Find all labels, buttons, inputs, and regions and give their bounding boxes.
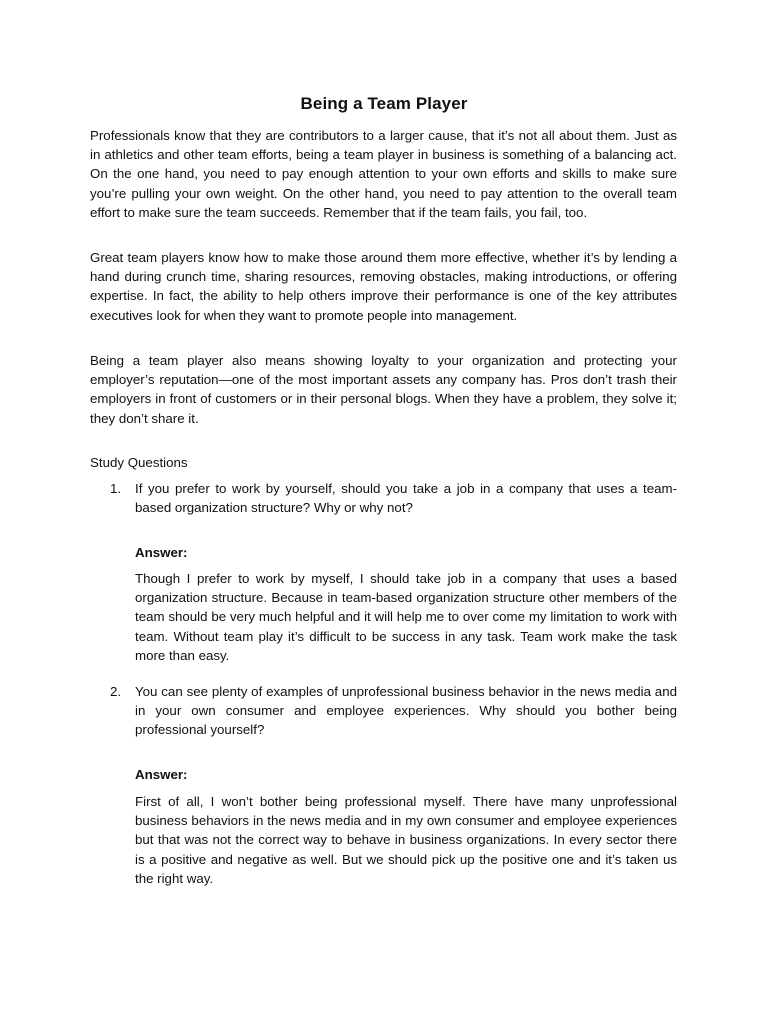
question-1-text: If you prefer to work by yourself, should you take a job in a company that uses a team-based organization structure? Why or why not?	[135, 481, 677, 516]
page-title: Being a Team Player	[300, 94, 468, 113]
answer-1-label: Answer:	[135, 545, 188, 560]
study-questions-heading: Study Questions	[90, 455, 188, 470]
answer-2-label: Answer:	[135, 767, 188, 782]
answer-1-text: Though I prefer to work by myself, I should take job in a company that uses a based organization structure. Because in team-based organization structure other members of the team should be very much helpful and it will help me to over come my limitation to work with team. Without team play it’s difficult to be success in any task. Team work make the task more than easy.	[135, 571, 677, 663]
paragraph-3: Being a team player also means showing loyalty to your organization and protecting your employer’s reputation—one of the most important assets any company has. Pros don’t trash their employers in front of customers or in their personal blogs. When they have a problem, they solve it; they don’t share it.	[90, 353, 677, 426]
question-1-number: 1.	[110, 481, 122, 496]
paragraph-2: Great team players know how to make those around them more effective, whether it’s by lending a hand during crunch time, sharing resources, removing obstacles, making introductions, or offering expertise. In fact, the ability to help others improve their performance is one of the key attributes executives look for when they want to promote people into management.	[90, 250, 677, 323]
answer-2-text: First of all, I won’t bother being professional myself. There have many unprofessional business behaviors in the news media and in my own consumer and employee experiences but that was not the correct way to behave in business organizations. In every sector there is a positive and negative as well. But we should pick up the positive one and it’s taken us the right way.	[135, 794, 677, 886]
question-2-text: You can see plenty of examples of unprofessional business behavior in the news media and in your own consumer and employee experiences. Why should you bother being professional yourself?	[135, 684, 677, 738]
paragraph-1: Professionals know that they are contributors to a larger cause, that it’s not all about them. Just as in athletics and other team efforts, being a team player in business is something of a balancing act. On the one hand, you need to pay enough attention to your own efforts and skills to make sure you’re pulling your own weight. On the other hand, you need to pay attention to the overall team effort to make sure the team succeeds. Remember that if the team fails, you fail, too.	[90, 128, 677, 220]
question-2-number: 2.	[110, 684, 122, 699]
